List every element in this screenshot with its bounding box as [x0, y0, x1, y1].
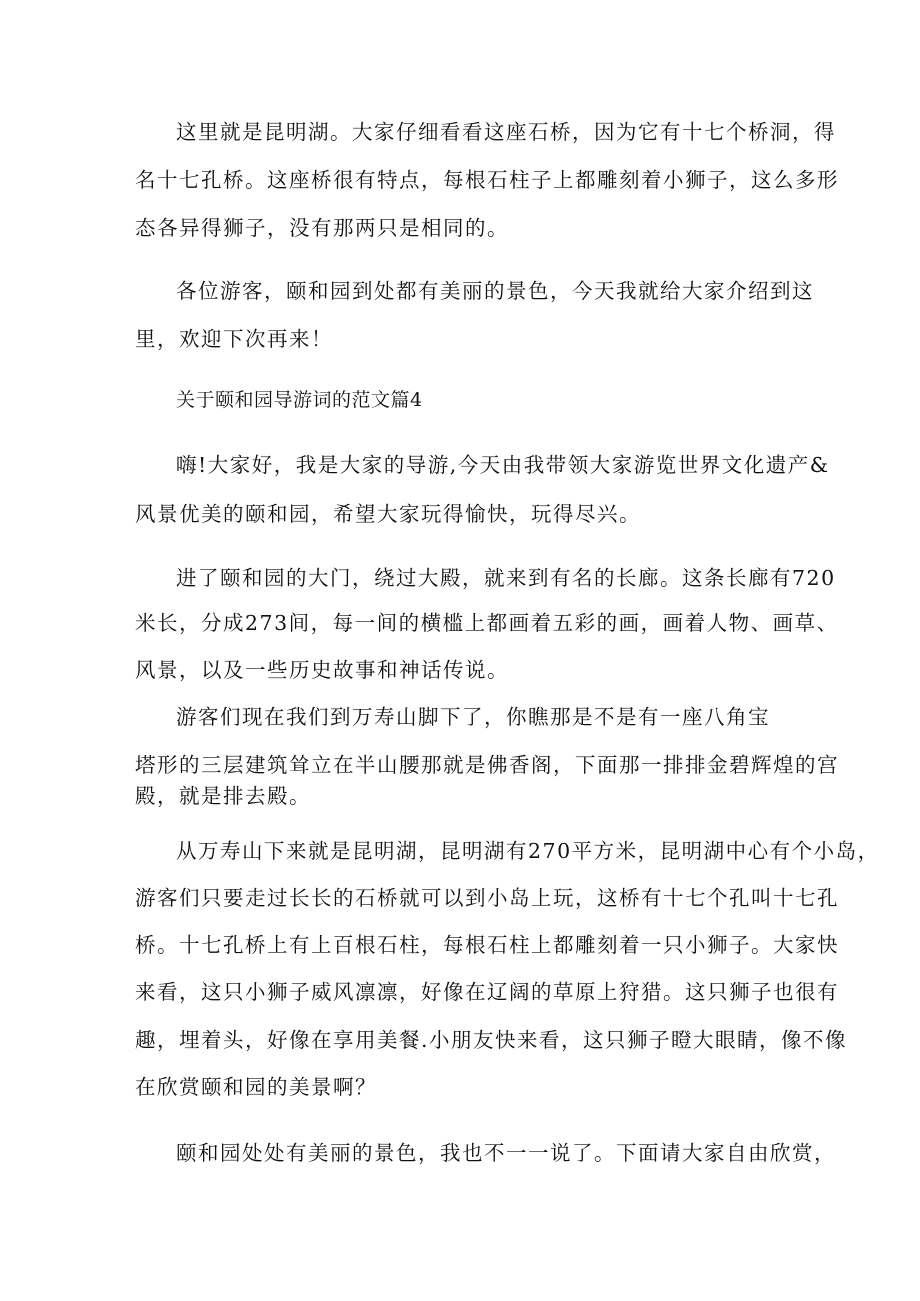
text-line: 殿，就是排去殿。	[135, 784, 311, 808]
text-line: 游客们只要走过长长的石桥就可以到小岛上玩，这桥有十七个孔叫十七孔	[135, 886, 839, 910]
text-line: 从万寿山下来就是昆明湖，昆明湖有270平方米，昆明湖中心有个小岛，	[176, 839, 880, 863]
text-line: 来看，这只小狮子威风凛凛，好像在辽阔的草原上狩猎。这只狮子也很有	[135, 980, 839, 1004]
text-line: 趣，埋着头，好像在享用美餐.小朋友快来看，这只狮子瞪大眼睛，像不像	[135, 1028, 848, 1052]
text-line: 塔形的三层建筑耸立在半山腰那就是佛香阁，下面那一排排金碧辉煌的宫	[135, 753, 839, 777]
text-line: 在欣赏颐和园的美景啊？	[135, 1075, 377, 1099]
text-line: 风景优美的颐和园，希望大家玩得愉快，玩得尽兴。	[135, 502, 641, 526]
text-line: 这里就是昆明湖。大家仔细看看这座石桥，因为它有十七个桥洞，得	[176, 120, 836, 144]
text-line: 米长，分成273间，每一间的横槛上都画着五彩的画，画着人物、画草、	[135, 611, 839, 635]
text-line: 风景，以及一些历史故事和神话传说。	[135, 658, 509, 682]
text-line: 游客们现在我们到万寿山脚下了，你瞧那是不是有一座八角宝	[176, 705, 770, 729]
text-line: 态各异得狮子，没有那两只是相同的。	[135, 216, 509, 240]
text-line: 名十七孔桥。这座桥很有特点，每根石柱子上都雕刻着小狮子，这么多形	[135, 168, 839, 192]
section-heading: 关于颐和园导游词的范文篇4	[176, 389, 423, 411]
text-line: 桥。十七孔桥上有上百根石柱，每根石柱上都雕刻着一只小狮子。大家快	[135, 933, 839, 957]
text-line: 嗨!大家好，我是大家的导游,今天由我带领大家游览世界文化遗产&	[176, 453, 830, 477]
text-line: 里，欢迎下次再来！	[135, 327, 333, 351]
text-line: 各位游客，颐和园到处都有美丽的景色，今天我就给大家介绍到这	[176, 279, 814, 303]
text-line: 颐和园处处有美丽的景色，我也不一一说了。下面请大家自由欣赏，	[176, 1141, 836, 1165]
text-line: 进了颐和园的大门，绕过大殿，就来到有名的长廊。这条长廊有720	[176, 566, 836, 590]
